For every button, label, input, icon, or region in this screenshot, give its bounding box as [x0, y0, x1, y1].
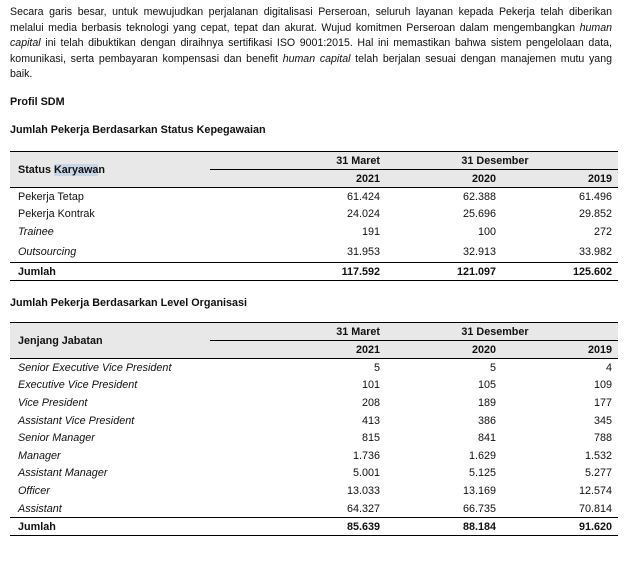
cell-value: 841 — [477, 432, 496, 445]
cell-value: 191 — [361, 225, 380, 238]
cell-value: 5.125 — [468, 467, 496, 480]
intro-italic-1: human capital — [10, 21, 612, 49]
cell-value: 788 — [594, 432, 613, 445]
cell-value: 125.602 — [572, 265, 613, 278]
cell-value: 1.629 — [468, 449, 496, 462]
section-title: Profil SDM — [10, 96, 65, 108]
col-label-part: Status — [18, 163, 54, 176]
row-label: Jumlah — [18, 265, 56, 278]
cell-value: 208 — [361, 396, 380, 409]
cell-value: 32.913 — [462, 245, 496, 258]
cell-value: 1.736 — [352, 449, 380, 462]
row-label: Pekerja Kontrak — [18, 208, 95, 221]
table2-col-label: Jenjang Jabatan — [10, 323, 210, 359]
cell-value: 33.982 — [578, 245, 613, 258]
cell-value: 13.169 — [462, 484, 496, 497]
cell-value: 5 — [373, 361, 380, 374]
cell-value: 85.639 — [346, 520, 380, 533]
intro-paragraph — [10, 5, 612, 83]
cell-value: 24.024 — [346, 208, 380, 221]
table-row — [10, 359, 618, 377]
table1-group-desember: 31 Desember — [386, 152, 618, 170]
cell-value: 61.496 — [578, 190, 613, 203]
cell-value: 29.852 — [578, 208, 613, 221]
cell-value: 70.814 — [578, 502, 613, 515]
cell-value: 61.424 — [346, 190, 380, 203]
row-label: Officer — [18, 484, 50, 497]
row-label: Senior Manager — [18, 432, 95, 445]
cell-value: 345 — [594, 414, 613, 427]
table1-title: Jumlah Pekerja Berdasarkan Status Kepegawaian — [10, 124, 266, 136]
table-row — [10, 377, 618, 395]
table2-title: Jumlah Pekerja Berdasarkan Level Organisasi — [10, 297, 248, 309]
row-label: Senior Executive Vice President — [18, 361, 172, 374]
status-table — [10, 151, 618, 281]
cell-value: 105 — [477, 379, 496, 392]
table2-group-maret: 31 Maret — [210, 323, 386, 341]
cell-value: 413 — [361, 414, 380, 427]
table1-col-label — [10, 152, 210, 188]
table1-group-maret: 31 Maret — [210, 152, 386, 170]
cell-value: 109 — [594, 379, 613, 392]
row-label: Jumlah — [18, 520, 56, 533]
cell-value: 4 — [606, 361, 613, 374]
intro-text-3: telah berjalan sesuai dengan manajemen mutu yang baik. — [10, 52, 612, 80]
intro-text-2: ini telah dibuktikan dengan diraihnya sertifikasi ISO 9001:2015. Hal ini memastikan bahwa sistem pengelolaan data, komunikasi, serta pembayaran kompensasi dan benefit — [10, 37, 612, 65]
table2-group-desember: 31 Desember — [386, 323, 618, 341]
table1-year-2021: 2021 — [210, 170, 386, 188]
level-table — [10, 322, 618, 536]
table-row — [10, 447, 618, 465]
cell-value: 12.574 — [578, 484, 613, 497]
row-label: Outsourcing — [18, 245, 77, 258]
cell-value: 5.277 — [584, 467, 613, 480]
table-row — [10, 394, 618, 412]
intro-text-1: Secara garis besar, untuk mewujudkan perjalanan digitalisasi Perseroan, seluruh layanan kepada Pekerja telah diberikan melalui media berbasis teknologi yang cepat, tepat dan akurat. Wujud komitmen Perseroan dalam mengembangkan — [10, 6, 612, 34]
table-row — [10, 223, 618, 241]
intro-italic-2: human capital — [282, 52, 351, 65]
highlighted-text[interactable]: Karyawa — [54, 163, 99, 176]
cell-value: 5 — [489, 361, 496, 374]
table2-year-2019: 2019 — [502, 341, 618, 359]
col-label-part: n — [98, 163, 106, 176]
table1-year-2019: 2019 — [502, 170, 618, 188]
cell-value: 101 — [361, 379, 380, 392]
cell-value: 66.735 — [462, 502, 496, 515]
cell-value: 100 — [477, 225, 496, 238]
cell-value: 91.620 — [578, 520, 613, 533]
row-label: Assistant Vice President — [18, 414, 135, 427]
cell-value: 5.001 — [352, 467, 380, 480]
table-row — [10, 429, 618, 447]
table-row — [10, 500, 618, 518]
table-row — [10, 465, 618, 483]
row-label: Manager — [18, 449, 61, 462]
row-label: Trainee — [18, 225, 54, 238]
table2-year-2020: 2020 — [386, 341, 502, 359]
total-row — [10, 263, 618, 281]
table-row — [10, 482, 618, 500]
cell-value: 13.033 — [346, 484, 380, 497]
total-row — [10, 518, 618, 536]
cell-value: 88.184 — [462, 520, 496, 533]
cell-value: 272 — [594, 225, 613, 238]
row-label: Executive Vice President — [18, 379, 138, 392]
table-row — [10, 241, 618, 263]
cell-value: 815 — [361, 432, 380, 445]
cell-value: 117.592 — [341, 265, 380, 278]
table-row — [10, 188, 618, 206]
cell-value: 386 — [477, 414, 496, 427]
cell-value: 1.532 — [584, 449, 613, 462]
cell-value: 121.097 — [456, 265, 496, 278]
cell-value: 31.953 — [346, 245, 380, 258]
table1-year-2020: 2020 — [386, 170, 502, 188]
table-row — [10, 206, 618, 224]
table-row — [10, 412, 618, 430]
cell-value: 64.327 — [346, 502, 380, 515]
row-label: Assistant — [18, 502, 62, 515]
cell-value: 177 — [594, 396, 613, 409]
row-label: Vice President — [18, 396, 88, 409]
row-label: Assistant Manager — [18, 467, 108, 480]
cell-value: 62.388 — [462, 190, 496, 203]
cell-value: 189 — [477, 396, 496, 409]
row-label: Pekerja Tetap — [18, 190, 84, 203]
cell-value: 25.696 — [462, 208, 496, 221]
table2-year-2021: 2021 — [210, 341, 386, 359]
